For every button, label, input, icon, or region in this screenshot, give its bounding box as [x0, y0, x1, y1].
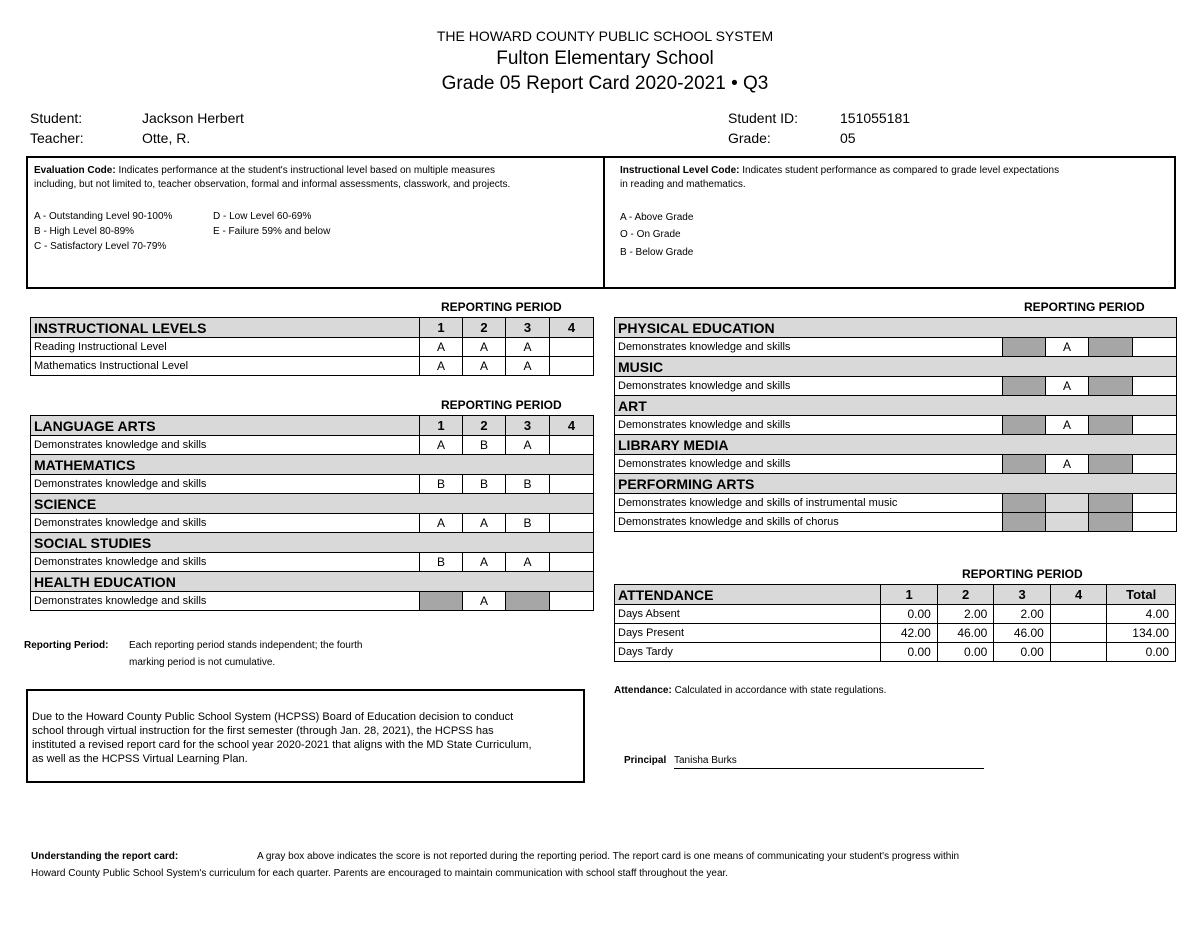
- footer-line2: Howard County Public School System's curriculum for each quarter. Parents are encouraged to maintain communication with school staff throughout the year.: [31, 868, 729, 879]
- section-title: PERFORMING ARTS: [615, 474, 1177, 494]
- student-name: Jackson Herbert: [142, 110, 244, 126]
- grade-cell: [1133, 338, 1177, 357]
- period-header: 2: [463, 318, 506, 338]
- grade-b: B - High Level 80-89%: [34, 226, 135, 237]
- grade-cell: [550, 514, 594, 533]
- grade-cell: [1133, 494, 1177, 513]
- section-title: PHYSICAL EDUCATION: [615, 318, 1177, 338]
- grade-cell: B: [506, 475, 550, 494]
- grade-d: D - Low Level 60-69%: [213, 211, 312, 222]
- grade-value: 05: [840, 130, 856, 146]
- section-title: ATTENDANCE: [615, 585, 881, 605]
- not-reported-cell: [1003, 416, 1046, 435]
- table-row: [615, 377, 1177, 396]
- not-reported-cell: [1003, 455, 1046, 474]
- table-row: [31, 338, 594, 357]
- grade-cell: A: [506, 338, 550, 357]
- row-label: Reading Instructional Level: [31, 338, 420, 357]
- not-reported-cell: [1003, 513, 1046, 532]
- grade-cell: B: [463, 436, 506, 455]
- grade-cell: A: [463, 553, 506, 572]
- not-reported-cell: [506, 592, 550, 611]
- table-row: [31, 436, 594, 455]
- grade-cell: A: [420, 436, 463, 455]
- grade-cell: [1133, 416, 1177, 435]
- notice-line: school through virtual instruction for the first semester (through Jan. 28, 2021), the HCPSS has: [32, 725, 494, 737]
- attendance-cell: 2.00: [994, 605, 1051, 624]
- grade-cell: [550, 592, 594, 611]
- total-header: Total: [1107, 585, 1176, 605]
- table-row: [31, 553, 594, 572]
- row-label: Days Absent: [615, 605, 881, 624]
- evaluation-code-line1: Indicates performance at the student's instructional level based on multiple measures: [118, 165, 496, 176]
- academic-subjects-table: [30, 415, 594, 611]
- principal-name: Tanisha Burks: [674, 754, 984, 769]
- row-label: Demonstrates knowledge and skills: [31, 553, 420, 572]
- grade-cell: [550, 338, 594, 357]
- grade-cell: B: [463, 475, 506, 494]
- student-id: 151055181: [840, 110, 911, 126]
- grade-cell: A: [506, 436, 550, 455]
- reporting-period-note-line2: marking period is not cumulative.: [129, 657, 276, 668]
- grade-cell: A: [1046, 377, 1089, 396]
- instructional-code-text: [620, 164, 1170, 192]
- level-above: A - Above Grade: [620, 212, 694, 223]
- grade-cell: [1133, 513, 1177, 532]
- grade-cell: [550, 436, 594, 455]
- grade-cell: [1046, 513, 1089, 532]
- attendance-total: 4.00: [1107, 605, 1176, 624]
- specials-table: [614, 317, 1177, 532]
- grade-cell: A: [463, 514, 506, 533]
- reporting-period-note-line1: Each reporting period stands independent; the fourth: [129, 640, 363, 651]
- table-row: [615, 455, 1177, 474]
- grade-cell: A: [506, 553, 550, 572]
- row-label: Demonstrates knowledge and skills: [615, 377, 1003, 396]
- period-header: 2: [463, 416, 506, 436]
- attendance-table: [614, 584, 1176, 662]
- attendance-cell: 46.00: [937, 624, 994, 643]
- not-reported-cell: [1089, 494, 1133, 513]
- period-header: 4: [1050, 585, 1107, 605]
- evaluation-code-box: [26, 156, 605, 289]
- grade-cell: [550, 475, 594, 494]
- grade-cell: B: [506, 514, 550, 533]
- not-reported-cell: [1003, 377, 1046, 396]
- table-row: [31, 357, 594, 376]
- school-system-title: THE HOWARD COUNTY PUBLIC SCHOOL SYSTEM: [436, 28, 774, 44]
- attendance-cell: 2.00: [937, 605, 994, 624]
- section-title: SOCIAL STUDIES: [31, 533, 594, 553]
- grade-cell: [550, 357, 594, 376]
- footer-label: Understanding the report card:: [31, 851, 179, 862]
- principal-label: Principal: [624, 755, 667, 766]
- grade-cell: [1046, 494, 1089, 513]
- section-title: MATHEMATICS: [31, 455, 594, 475]
- reporting-period-note-label: Reporting Period:: [24, 640, 109, 651]
- section-row: [615, 318, 1177, 338]
- instructional-code-line1: Indicates student performance as compared to grade level expectations: [742, 165, 1060, 176]
- grade-label: Grade:: [728, 130, 771, 146]
- attendance-cell: [1050, 624, 1107, 643]
- period-header: 3: [994, 585, 1051, 605]
- grade-cell: A: [463, 357, 506, 376]
- grade-e: E - Failure 59% and below: [213, 226, 331, 237]
- row-label: Demonstrates knowledge and skills of chorus: [615, 513, 1003, 532]
- not-reported-cell: [1089, 338, 1133, 357]
- not-reported-cell: [420, 592, 463, 611]
- attendance-total: 0.00: [1107, 643, 1176, 662]
- teacher-name: Otte, R.: [142, 130, 191, 146]
- period-header: 1: [420, 416, 463, 436]
- grade-cell: A: [463, 592, 506, 611]
- not-reported-cell: [1089, 416, 1133, 435]
- grade-a: A - Outstanding Level 90-100%: [34, 211, 173, 222]
- grade-cell: B: [420, 475, 463, 494]
- row-label: Demonstrates knowledge and skills: [31, 475, 420, 494]
- attendance-cell: 0.00: [937, 643, 994, 662]
- level-below: B - Below Grade: [620, 247, 694, 258]
- attendance-cell: [1050, 605, 1107, 624]
- section-row: [31, 455, 594, 475]
- table-row: [615, 416, 1177, 435]
- attendance-note-label: Attendance:: [614, 685, 672, 696]
- table-row: [615, 605, 1176, 624]
- school-name: Fulton Elementary School: [496, 48, 714, 69]
- attendance-note-text: Calculated in accordance with state regulations.: [674, 685, 887, 696]
- period-header: 4: [550, 318, 594, 338]
- row-label: Demonstrates knowledge and skills: [31, 592, 420, 611]
- attendance-cell: [1050, 643, 1107, 662]
- period-header: 2: [937, 585, 994, 605]
- notice-box: [26, 689, 585, 783]
- section-row: [31, 572, 594, 592]
- reporting-period-label: REPORTING PERIOD: [1024, 300, 1145, 314]
- table-header-row: [31, 318, 594, 338]
- not-reported-cell: [1003, 338, 1046, 357]
- row-label: Mathematics Instructional Level: [31, 357, 420, 376]
- row-label: Demonstrates knowledge and skills: [31, 514, 420, 533]
- not-reported-cell: [1003, 494, 1046, 513]
- table-row: [615, 494, 1177, 513]
- period-header: 1: [420, 318, 463, 338]
- row-label: Days Present: [615, 624, 881, 643]
- evaluation-code-line2: including, but not limited to, teacher observation, formal and informal assessments, classwork, and projects.: [34, 179, 511, 190]
- row-label: Demonstrates knowledge and skills: [615, 455, 1003, 474]
- grade-cell: A: [1046, 416, 1089, 435]
- section-title: SCIENCE: [31, 494, 594, 514]
- attendance-note: [614, 684, 886, 698]
- period-header: 1: [881, 585, 938, 605]
- table-row: [615, 338, 1177, 357]
- section-title: MUSIC: [615, 357, 1177, 377]
- evaluation-code-title: Evaluation Code:: [34, 165, 116, 176]
- section-row: [31, 533, 594, 553]
- not-reported-cell: [1089, 513, 1133, 532]
- attendance-cell: 0.00: [881, 605, 938, 624]
- row-label: Demonstrates knowledge and skills of instrumental music: [615, 494, 1003, 513]
- section-row: [615, 396, 1177, 416]
- grade-cell: B: [420, 553, 463, 572]
- row-label: Days Tardy: [615, 643, 881, 662]
- evaluation-code-text: [34, 164, 594, 192]
- notice-line: as well as the HCPSS Virtual Learning Plan.: [32, 753, 248, 765]
- section-title: ART: [615, 396, 1177, 416]
- grade-cell: [1133, 377, 1177, 396]
- table-row: [31, 514, 594, 533]
- period-header: 3: [506, 318, 550, 338]
- table-row: [615, 624, 1176, 643]
- level-on: O - On Grade: [620, 229, 681, 240]
- table-row: [615, 513, 1177, 532]
- reporting-period-label: REPORTING PERIOD: [441, 398, 562, 412]
- instructional-levels-table: [30, 317, 594, 376]
- row-label: Demonstrates knowledge and skills: [615, 338, 1003, 357]
- table-header-row: [31, 416, 594, 436]
- notice-line: Due to the Howard County Public School System (HCPSS) Board of Education decision to conduct: [32, 711, 514, 723]
- grade-cell: A: [1046, 338, 1089, 357]
- teacher-label: Teacher:: [30, 130, 84, 146]
- section-title: LANGUAGE ARTS: [31, 416, 420, 436]
- student-id-label: Student ID:: [728, 110, 799, 126]
- row-label: Demonstrates knowledge and skills: [31, 436, 420, 455]
- reporting-period-label: REPORTING PERIOD: [441, 300, 562, 314]
- attendance-total: 134.00: [1107, 624, 1176, 643]
- grade-cell: [1133, 455, 1177, 474]
- section-row: [615, 474, 1177, 494]
- grade-cell: A: [463, 338, 506, 357]
- period-header: 4: [550, 416, 594, 436]
- not-reported-cell: [1089, 377, 1133, 396]
- section-row: [615, 435, 1177, 455]
- table-row: [615, 643, 1176, 662]
- attendance-cell: 42.00: [881, 624, 938, 643]
- table-row: [31, 592, 594, 611]
- not-reported-cell: [1089, 455, 1133, 474]
- notice-line: instituted a revised report card for the school year 2020-2021 that aligns with the MD State Curriculum,: [32, 739, 532, 751]
- footer-line1: A gray box above indicates the score is not reported during the reporting period. The report card is one means of communicating your student's progress within: [257, 851, 960, 862]
- section-title: LIBRARY MEDIA: [615, 435, 1177, 455]
- grade-cell: [550, 553, 594, 572]
- grade-cell: A: [1046, 455, 1089, 474]
- attendance-cell: 0.00: [881, 643, 938, 662]
- period-header: 3: [506, 416, 550, 436]
- attendance-cell: 46.00: [994, 624, 1051, 643]
- table-row: [31, 475, 594, 494]
- reporting-period-label: REPORTING PERIOD: [962, 567, 1083, 581]
- section-row: [31, 494, 594, 514]
- section-title: INSTRUCTIONAL LEVELS: [31, 318, 420, 338]
- grade-cell: A: [506, 357, 550, 376]
- grade-c: C - Satisfactory Level 70-79%: [34, 241, 167, 252]
- report-card-title: Grade 05 Report Card 2020-2021 • Q3: [441, 73, 769, 94]
- student-label: Student:: [30, 110, 83, 126]
- grade-cell: A: [420, 338, 463, 357]
- instructional-code-box: [603, 156, 1176, 289]
- grade-cell: A: [420, 357, 463, 376]
- table-header-row: [615, 585, 1176, 605]
- attendance-cell: 0.00: [994, 643, 1051, 662]
- section-row: [615, 357, 1177, 377]
- instructional-code-title: Instructional Level Code:: [620, 165, 740, 176]
- row-label: Demonstrates knowledge and skills: [615, 416, 1003, 435]
- grade-cell: A: [420, 514, 463, 533]
- notice-text: [32, 710, 532, 766]
- instructional-code-line2: in reading and mathematics.: [620, 179, 746, 190]
- section-title: HEALTH EDUCATION: [31, 572, 594, 592]
